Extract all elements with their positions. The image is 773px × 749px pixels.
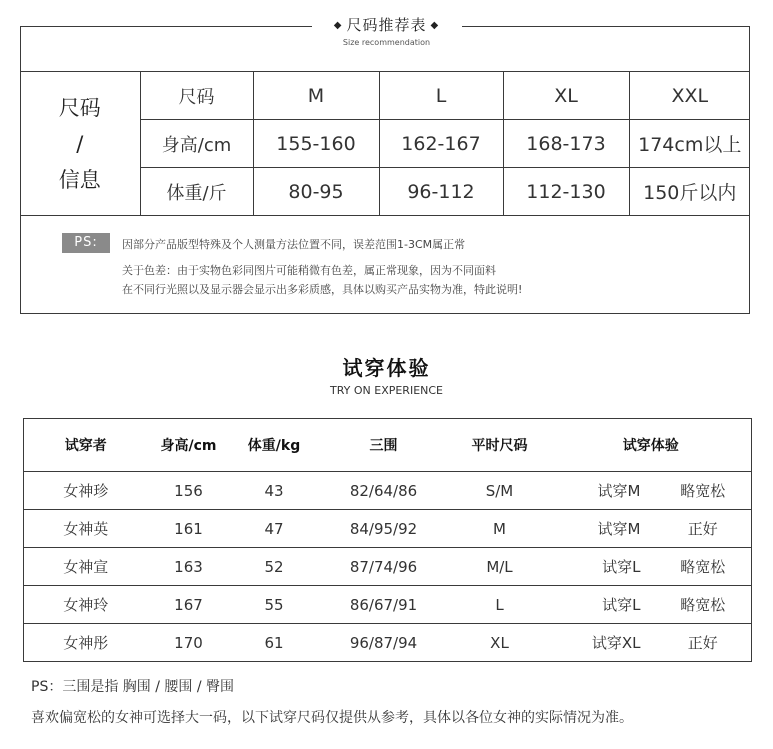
tester-measurements: 87/74/96 <box>319 548 449 586</box>
tester-height: 161 <box>148 510 230 548</box>
size-cell: M <box>253 72 379 120</box>
tester-measurements: 84/95/92 <box>319 510 449 548</box>
col-header-height: 身高/cm <box>148 419 230 472</box>
table-row <box>24 472 752 510</box>
tester-usual-size: XL <box>449 624 551 662</box>
size-section-subtitle: Size recommendation <box>342 38 431 47</box>
ps-tag: PS: <box>62 233 110 253</box>
tester-tried-size: 试穿M <box>551 472 655 510</box>
tryon-section-title: 试穿体验 <box>342 356 431 380</box>
tester-fit: 略宽松 <box>655 586 752 624</box>
label-line: / <box>76 131 84 156</box>
diamond-right-icon: ◆ <box>430 20 440 31</box>
size-title-text: 尺码推荐表 <box>346 16 427 34</box>
size-cell: XL <box>503 72 629 120</box>
footnote-advice: 喜欢偏宽松的女神可选择大一码，以下试穿尺码仅提供从参考，具体以各位女神的实际情况为准。 <box>31 710 633 726</box>
size-row-header-label <box>20 72 140 216</box>
table-row <box>24 510 752 548</box>
tester-name: 女神宣 <box>24 548 148 586</box>
tester-name: 女神玲 <box>24 586 148 624</box>
height-cell: 174cm以上 <box>629 120 750 168</box>
tester-fit: 正好 <box>655 624 752 662</box>
tester-height: 163 <box>148 548 230 586</box>
height-cell: 168-173 <box>503 120 629 168</box>
tryon-header-row <box>24 419 752 472</box>
size-cell: XXL <box>629 72 750 120</box>
tester-usual-size: S/M <box>449 472 551 510</box>
height-cell: 162-167 <box>379 120 503 168</box>
tester-fit: 略宽松 <box>655 548 752 586</box>
tryon-table <box>23 418 752 662</box>
col-header-experience: 试穿体验 <box>551 419 752 472</box>
tester-weight: 55 <box>230 586 319 624</box>
height-cell: 155-160 <box>253 120 379 168</box>
size-section-title <box>0 14 773 35</box>
col-header-measurements: 三围 <box>319 419 449 472</box>
weight-cell: 80-95 <box>253 168 379 216</box>
tester-fit: 正好 <box>655 510 752 548</box>
weight-cell: 96-112 <box>379 168 503 216</box>
tester-measurements: 82/64/86 <box>319 472 449 510</box>
tester-usual-size: L <box>449 586 551 624</box>
tester-usual-size: M <box>449 510 551 548</box>
ps-note-line: 关于色差：由于实物色彩同图片可能稍微有色差，属正常现象，因为不同面料 <box>122 264 496 277</box>
tryon-section-subtitle: TRY ON EXPERIENCE <box>329 384 444 397</box>
tester-measurements: 96/87/94 <box>319 624 449 662</box>
tester-tried-size: 试穿XL <box>551 624 655 662</box>
label-line: 尺码 <box>58 95 101 120</box>
tester-height: 156 <box>148 472 230 510</box>
col-header-weight: 体重/kg <box>230 419 319 472</box>
weight-cell: 112-130 <box>503 168 629 216</box>
weight-label-cell: 体重/斤 <box>140 168 253 216</box>
tester-usual-size: M/L <box>449 548 551 586</box>
col-header-usual-size: 平时尺码 <box>449 419 551 472</box>
ps-note-line: 在不同行光照以及显示器会显示出多彩质感，具体以购买产品实物为准，特此说明! <box>122 283 523 296</box>
table-row <box>24 624 752 662</box>
footnote-measurements: PS：三围是指 胸围 / 腰围 / 臀围 <box>31 679 235 695</box>
col-header-tester: 试穿者 <box>24 419 148 472</box>
size-cell: L <box>379 72 503 120</box>
tester-tried-size: 试穿L <box>551 586 655 624</box>
tester-weight: 61 <box>230 624 319 662</box>
weight-cell: 150斤以内 <box>629 168 750 216</box>
tester-weight: 52 <box>230 548 319 586</box>
tester-name: 女神珍 <box>24 472 148 510</box>
size-table <box>20 71 750 216</box>
ps-note-line: 因部分产品版型特殊及个人测量方法位置不同，误差范围1-3CM属正常 <box>122 238 466 251</box>
table-row <box>24 548 752 586</box>
tester-weight: 47 <box>230 510 319 548</box>
size-row-header <box>20 72 750 120</box>
tester-fit: 略宽松 <box>655 472 752 510</box>
table-row <box>24 586 752 624</box>
tester-tried-size: 试穿L <box>551 548 655 586</box>
height-label-cell: 身高/cm <box>140 120 253 168</box>
tester-name: 女神彤 <box>24 624 148 662</box>
tester-tried-size: 试穿M <box>551 510 655 548</box>
diamond-left-icon: ◆ <box>333 20 343 31</box>
size-label-cell: 尺码 <box>140 72 253 120</box>
label-line: 信息 <box>58 167 101 192</box>
tester-height: 167 <box>148 586 230 624</box>
tester-weight: 43 <box>230 472 319 510</box>
tester-measurements: 86/67/91 <box>319 586 449 624</box>
tester-height: 170 <box>148 624 230 662</box>
tester-name: 女神英 <box>24 510 148 548</box>
